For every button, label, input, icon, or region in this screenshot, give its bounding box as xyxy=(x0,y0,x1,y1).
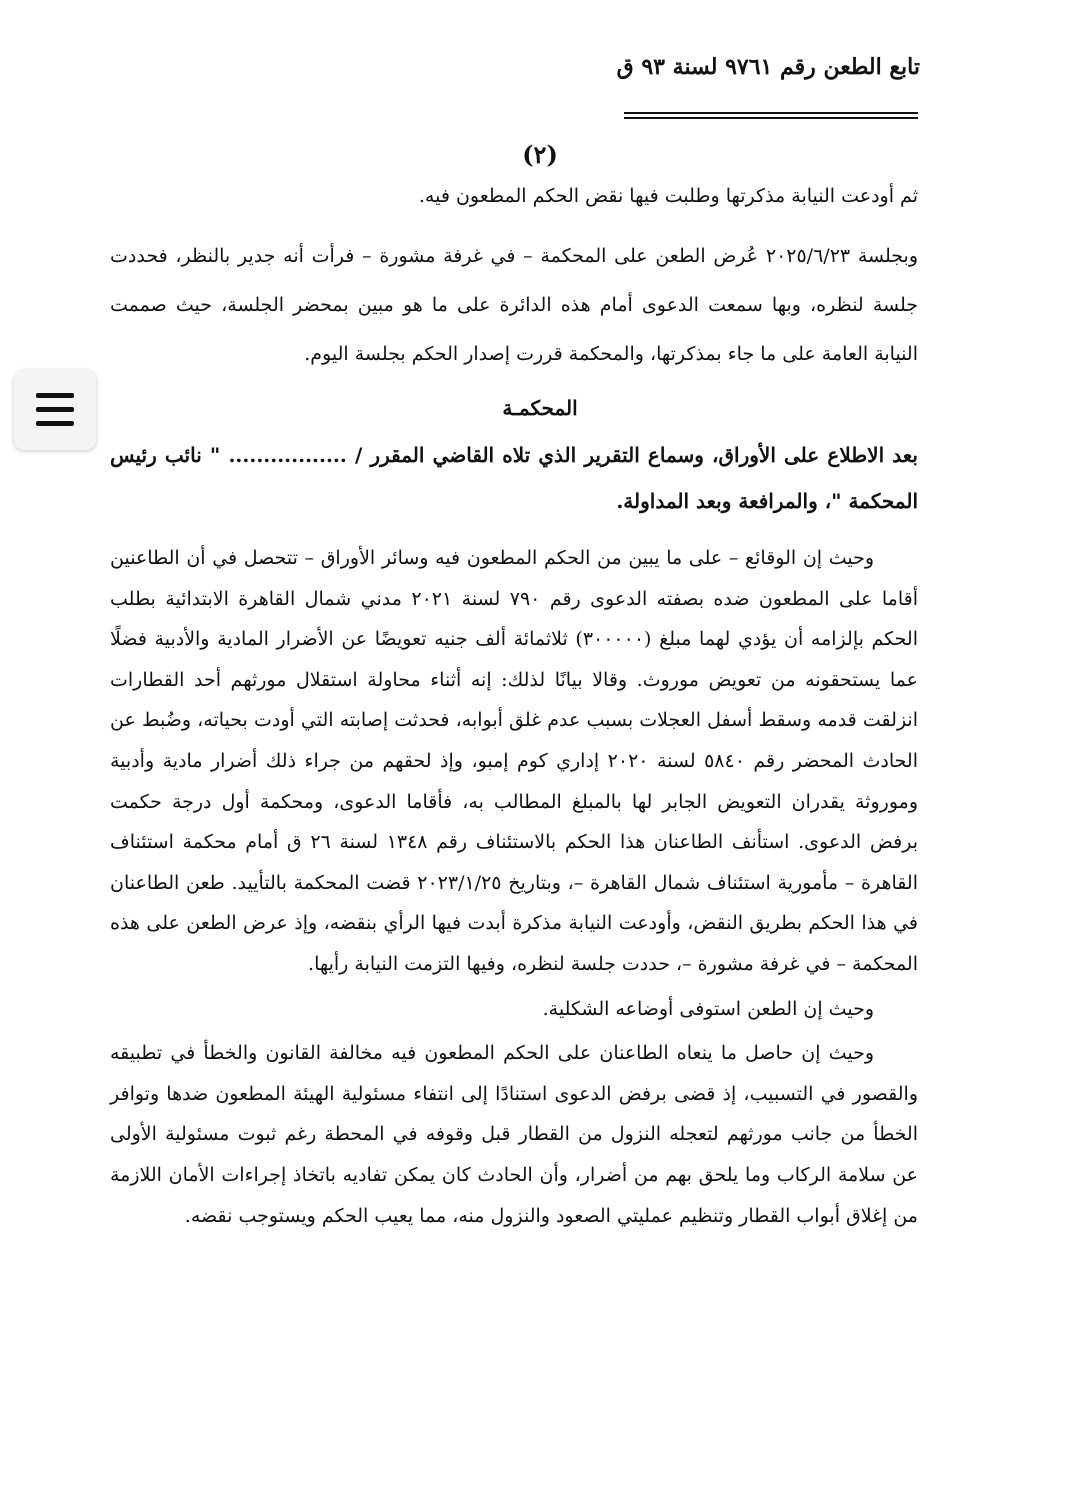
intro-paragraph-1: ثم أودعت النيابة مذكرتها وطلبت فيها نقض الحكم المطعون فيه. xyxy=(418,185,918,207)
intro-paragraph-2: وبجلسة ٢٠٢٥/٦/٢٣ عُرض الطعن على المحكمة – في غرفة مشورة – فرأت أنه جدير بالنظر، فحددت جلسة لنظره، وبها سمعت الدعوى أمام هذه الدائرة على ما هو مبين بمحضر الجلسة، حيث صممت النيابة العامة على ما جاء بمذكرتها، والمحكمة قررت إصدار الحكم بجلسة اليوم. xyxy=(110,245,918,365)
header-double-rule xyxy=(624,112,918,122)
menu-button[interactable] xyxy=(14,370,96,450)
body-paragraph-grounds: وحيث إن حاصل ما ينعاه الطاعنان على الحكم المطعون فيه مخالفة القانون والخطأ في تطبيقه والقصور في التسبيب، إذ قضى برفض الدعوى استنادًا إلى انتفاء مسئولية الهيئة المطعون ضدها وتوافر الخطأ من جانب مورثهم لتعجله النزول من القطار قبل وقوفه في المحطة رغم ثبوت مسئولية الأولى عن سلامة الركاب وما يلحق بهم من أضرار، وأن الحادث كان يمكن تفاديه باتخاذ إجراءات الأمان اللازمة من إغلاق أبواب القطار وتنظيم عمليتي الصعود والنزول منه، مما يعيب الحكم ويستوجب نقضه. xyxy=(110,1042,918,1227)
court-preamble-text: بعد الاطلاع على الأوراق، وسماع التقرير الذي تلاه القاضي المقرر / ................. " نائب رئيس المحكمة "، والمرافعة وبعد المداولة. xyxy=(110,443,918,513)
court-section-title: المحكمـة xyxy=(502,396,578,420)
body-paragraph-facts: وحيث إن الوقائع – على ما يبين من الحكم المطعون فيه وسائر الأوراق – تتحصل في أن الطاعنين أقاما على المطعون ضده بصفته الدعوى رقم ٧٩٠ لسنة ٢٠٢١ مدني شمال القاهرة الابتدائية بطلب الحكم بإلزامه أن يؤدي لهما مبلغ (٣٠٠٠٠٠) ثلاثمائة ألف جنيه تعويضًا عن الأضرار المادية والأدبية فضلًا عما يستحقونه من تعويض موروث. وقالا بيانًا لذلك: إنه أثناء محاولة استقلال مورثهم أحد القطارات انزلقت قدمه وسقط أسفل العجلات بسبب عدم غلق أبوابه، فحدثت إصابته التي أودت بحياته، وضُبط عن الحادث المحضر رقم ٥٨٤٠ لسنة ٢٠٢٠ إداري كوم إمبو، وإذ لحقهم من جراء ذلك أضرار مادية وأدبية وموروثة يقدران التعويض الجابر لها بالمبلغ المطالب به، فأقاما الدعوى، ومحكمة أول درجة حكمت برفض الدعوى. استأنف الطاعنان هذا الحكم بالاستئناف رقم ١٣٤٨ لسنة ٢٦ ق أمام محكمة استئناف القاهرة – مأمورية استئناف شمال القاهرة –، وبتاريخ ٢٠٢٣/١/٢٥ قضت المحكمة بالتأييد. طعن الطاعنان في هذا الحكم بطريق النقض، وأودعت النيابة مذكرة أبدت فيها الرأي بنقضه، وإذ عرض الطعن على هذه المحكمة – في غرفة مشورة –، حددت جلسة لنظره، وفيها التزمت النيابة رأيها. xyxy=(110,547,918,975)
body-paragraph-form: وحيث إن الطعن استوفى أوضاعه الشكلية. xyxy=(542,997,874,1020)
body-section xyxy=(110,538,918,1236)
intro-section xyxy=(110,180,918,379)
page-number: (٢) xyxy=(522,140,558,169)
document-header: تابع الطعن رقم ٩٧٦١ لسنة ٩٣ ق xyxy=(616,54,920,80)
court-preamble xyxy=(110,432,918,524)
